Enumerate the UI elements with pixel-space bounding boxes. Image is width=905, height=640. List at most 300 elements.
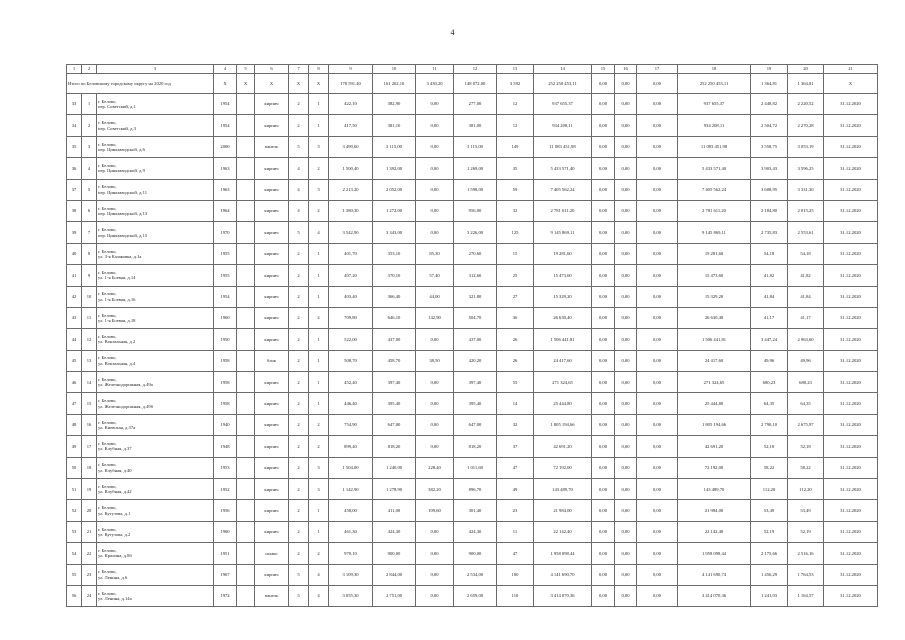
cell-wall: блок <box>255 350 289 371</box>
total-cell: X <box>289 74 309 94</box>
cell-en: 4 <box>309 564 329 585</box>
cell-n: 46 <box>67 372 82 393</box>
cell-f3: 0,00 <box>637 414 678 435</box>
cell-s: 21 984,00 <box>678 500 751 521</box>
cell-d: 504,70 <box>454 307 497 328</box>
cell-f1: 0,00 <box>592 222 615 243</box>
cell-u2: 1 764,53 <box>788 564 824 585</box>
cell-k: 7 <box>82 222 97 243</box>
total-cell: X <box>237 74 255 94</box>
cell-s: 26 630,40 <box>678 307 751 328</box>
cell-f2: 0,00 <box>615 436 637 457</box>
cell-n: 50 <box>67 457 82 478</box>
cell-a: 1 504,00 <box>329 457 373 478</box>
cell-k: 11 <box>82 307 97 328</box>
cell-k: 4 <box>82 158 97 179</box>
cell-b: 2 052,00 <box>373 179 416 200</box>
cell-d: 900,00 <box>454 543 497 564</box>
table-row <box>67 265 878 286</box>
cell-u1: 3 903,43 <box>751 158 788 179</box>
address-street: пер. Цинкзаводской, д.11 <box>98 189 147 195</box>
cell-en: 4 <box>309 222 329 243</box>
cell-u2: 3 596,25 <box>788 158 824 179</box>
cell-s: 15 329,20 <box>678 286 751 307</box>
cell-c: 0,00 <box>416 94 454 115</box>
empty-cell <box>237 372 255 393</box>
address-street: ул. 1-я Боевая, д.16 <box>98 296 136 302</box>
cell-f1: 0,00 <box>592 136 615 157</box>
cell-p: 36 <box>497 307 534 328</box>
cell-en: 1 <box>309 372 329 393</box>
cell-k: 18 <box>82 457 97 478</box>
cell-s: 3 414 070,36 <box>678 585 751 606</box>
cell-fl: 2 <box>289 393 309 414</box>
cell-d: 397,40 <box>454 372 497 393</box>
cell-en: 1 <box>309 350 329 371</box>
cell-a: 458,00 <box>329 500 373 521</box>
cell-dt: 31.12.2020 <box>824 436 878 457</box>
address-cell <box>97 329 214 350</box>
cell-fl: 2 <box>289 286 309 307</box>
cell-n: 42 <box>67 286 82 307</box>
column-number-row <box>67 65 878 74</box>
cell-fl: 2 <box>289 436 309 457</box>
cell-d: 3 115,00 <box>454 136 497 157</box>
cell-a: 1 380,30 <box>329 200 373 221</box>
total-cell: 0,00 <box>615 74 637 94</box>
cell-d: 1 598,00 <box>454 179 497 200</box>
cell-s: 72 192,00 <box>678 457 751 478</box>
empty-cell <box>237 179 255 200</box>
cell-k: 15 <box>82 393 97 414</box>
column-number-cell: 21 <box>824 65 878 74</box>
cell-c: 0,00 <box>416 372 454 393</box>
cell-year: 1951 <box>214 543 237 564</box>
cell-wall: кирпич <box>255 179 289 200</box>
cell-b: 382,90 <box>373 94 416 115</box>
cell-year: 1970 <box>214 222 237 243</box>
table-row <box>67 307 878 328</box>
address-city: г. Белово, <box>98 98 117 104</box>
total-cell: 3 592 <box>497 74 534 94</box>
address-street: ул. Железнодорожная, д.49а <box>98 382 153 388</box>
cell-c: 44,00 <box>416 286 454 307</box>
address-city: г. Белово, <box>98 334 117 340</box>
cell-fl: 2 <box>289 457 309 478</box>
cell-year: 1960 <box>214 521 237 542</box>
cell-f2: 0,00 <box>615 243 637 264</box>
cell-fl: 5 <box>289 136 309 157</box>
cell-t: 271 324,65 <box>534 372 592 393</box>
cell-n: 56 <box>67 585 82 606</box>
cell-dt: 31.12.2020 <box>824 585 878 606</box>
column-number-cell: 3 <box>97 65 214 74</box>
empty-cell <box>237 457 255 478</box>
cell-p: 32 <box>497 414 534 435</box>
cell-t: 3 414 070,36 <box>534 585 592 606</box>
cell-f2: 0,00 <box>615 136 637 157</box>
cell-n: 34 <box>67 115 82 136</box>
cell-b: 818,20 <box>373 436 416 457</box>
address-cell <box>97 372 214 393</box>
cell-t: 9 145 869,11 <box>534 222 592 243</box>
table-row <box>67 243 878 264</box>
cell-k: 10 <box>82 286 97 307</box>
empty-cell <box>237 350 255 371</box>
cell-fl: 4 <box>289 179 309 200</box>
cell-b: 353,10 <box>373 243 416 264</box>
cell-f3: 0,00 <box>637 479 678 500</box>
cell-f3: 0,00 <box>637 436 678 457</box>
cell-fl: 5 <box>289 585 309 606</box>
cell-f2: 0,00 <box>615 94 637 115</box>
cell-wall: кирпич <box>255 564 289 585</box>
cell-p: 27 <box>497 286 534 307</box>
cell-n: 36 <box>67 158 82 179</box>
cell-en: 3 <box>309 136 329 157</box>
cell-a: 407,20 <box>329 265 373 286</box>
table-row <box>67 564 878 585</box>
cell-u2: 2 015,25 <box>788 200 824 221</box>
cell-k: 5 <box>82 179 97 200</box>
cell-u1: 2 735,83 <box>751 222 788 243</box>
cell-year: 1948 <box>214 436 237 457</box>
address-city: г. Белово, <box>98 227 117 233</box>
cell-t: 24 417,60 <box>534 350 592 371</box>
cell-t: 42 691,20 <box>534 436 592 457</box>
cell-fl: 2 <box>289 307 309 328</box>
cell-fl: 2 <box>289 521 309 542</box>
address-street: ул. 1-я Боевая, д.14 <box>98 275 136 281</box>
cell-b: 411,00 <box>373 500 416 521</box>
total-cell: X <box>255 74 289 94</box>
cell-fl: 2 <box>289 94 309 115</box>
cell-f1: 0,00 <box>592 500 615 521</box>
cell-year: 1952 <box>214 479 237 500</box>
table-row <box>67 115 878 136</box>
cell-fl: 2 <box>289 479 309 500</box>
total-cell: 148 072,00 <box>454 74 497 94</box>
cell-a: 3 109,30 <box>329 564 373 585</box>
cell-u1: 2 790,10 <box>751 414 788 435</box>
empty-cell <box>237 222 255 243</box>
cell-k: 8 <box>82 243 97 264</box>
cell-s: 5 433 571,40 <box>678 158 751 179</box>
cell-year: 1950 <box>214 329 237 350</box>
cell-f3: 0,00 <box>637 158 678 179</box>
cell-b: 900,00 <box>373 543 416 564</box>
cell-u1: 2 504,72 <box>751 115 788 136</box>
cell-b: 437,00 <box>373 329 416 350</box>
table-row <box>67 179 878 200</box>
column-number-cell: 6 <box>255 65 289 74</box>
cell-wall: кирпич <box>255 414 289 435</box>
cell-n: 38 <box>67 200 82 221</box>
cell-d: 277,00 <box>454 94 497 115</box>
address-city: г. Белово, <box>98 376 117 382</box>
cell-f2: 0,00 <box>615 286 637 307</box>
cell-u2: 52,19 <box>788 521 824 542</box>
total-row <box>67 74 878 94</box>
cell-n: 41 <box>67 265 82 286</box>
cell-u1: 2 448,82 <box>751 94 788 115</box>
cell-f2: 0,00 <box>615 543 637 564</box>
cell-u2: 112,20 <box>788 479 824 500</box>
address-cell <box>97 585 214 606</box>
address-cell <box>97 521 214 542</box>
address-cell <box>97 243 214 264</box>
cell-dt: 31.12.2020 <box>824 414 878 435</box>
cell-year: 1972 <box>214 585 237 606</box>
column-number-cell: 15 <box>592 65 615 74</box>
cell-k: 13 <box>82 350 97 371</box>
total-cell: 178 591,40 <box>329 74 373 94</box>
cell-f3: 0,00 <box>637 457 678 478</box>
column-number-cell: 10 <box>373 65 416 74</box>
cell-t: 19 281,60 <box>534 243 592 264</box>
cell-u2: 53,49 <box>788 500 824 521</box>
address-city: г. Белово, <box>98 590 117 596</box>
total-cell: X <box>214 74 237 94</box>
address-street: ул. Ленина, д.14а <box>98 596 132 602</box>
cell-fl: 2 <box>289 265 309 286</box>
cell-dt: 31.12.2020 <box>824 457 878 478</box>
column-number-cell: 9 <box>329 65 373 74</box>
table-row <box>67 200 878 221</box>
table-row <box>67 329 878 350</box>
cell-f1: 0,00 <box>592 543 615 564</box>
cell-p: 25 <box>497 265 534 286</box>
cell-en: 3 <box>309 479 329 500</box>
cell-p: 12 <box>497 115 534 136</box>
cell-f2: 0,00 <box>615 115 637 136</box>
cell-p: 47 <box>497 543 534 564</box>
cell-dt: 31.12.2020 <box>824 243 878 264</box>
cell-en: 1 <box>309 265 329 286</box>
cell-c: 57,40 <box>416 265 454 286</box>
cell-wall: кирпич <box>255 200 289 221</box>
cell-dt: 31.12.2020 <box>824 521 878 542</box>
cell-c: 0,00 <box>416 136 454 157</box>
cell-t: 937 655,37 <box>534 94 592 115</box>
cell-u1: 49,96 <box>751 350 788 371</box>
page-number: 4 <box>450 28 455 37</box>
cell-s: 1 805 194,66 <box>678 414 751 435</box>
cell-d: 3 226,00 <box>454 222 497 243</box>
column-number-cell: 5 <box>237 65 255 74</box>
cell-a: 1 500,40 <box>329 158 373 179</box>
cell-c: 0,00 <box>416 158 454 179</box>
cell-fl: 5 <box>289 564 309 585</box>
cell-t: 21 984,00 <box>534 500 592 521</box>
cell-f2: 0,00 <box>615 222 637 243</box>
cell-f1: 0,00 <box>592 265 615 286</box>
empty-cell <box>237 115 255 136</box>
address-city: г. Белово, <box>98 248 117 254</box>
cell-b: 2 751,00 <box>373 585 416 606</box>
cell-f2: 0,00 <box>615 158 637 179</box>
cell-u1: 41,17 <box>751 307 788 328</box>
cell-en: 2 <box>309 543 329 564</box>
cell-n: 39 <box>67 222 82 243</box>
column-number-cell: 20 <box>788 65 824 74</box>
cell-year: 1967 <box>214 564 237 585</box>
cell-u2: 41,82 <box>788 265 824 286</box>
cell-en: 1 <box>309 500 329 521</box>
cell-f3: 0,00 <box>637 585 678 606</box>
cell-fl: 2 <box>289 500 309 521</box>
cell-t: 72 192,00 <box>534 457 592 478</box>
address-cell <box>97 136 214 157</box>
cell-b: 1 272,00 <box>373 200 416 221</box>
cell-b: 646,10 <box>373 307 416 328</box>
cell-dt: 31.12.2020 <box>824 265 878 286</box>
cell-a: 3 055,30 <box>329 585 373 606</box>
cell-t: 1 506 441,81 <box>534 329 592 350</box>
empty-cell <box>237 136 255 157</box>
cell-k: 2 <box>82 115 97 136</box>
cell-dt: 31.12.2020 <box>824 350 878 371</box>
cell-fl: 2 <box>289 243 309 264</box>
empty-cell <box>237 286 255 307</box>
cell-f2: 0,00 <box>615 265 637 286</box>
cell-t: 2 781 611,20 <box>534 200 592 221</box>
empty-cell <box>237 94 255 115</box>
cell-d: 2 534,00 <box>454 564 497 585</box>
cell-en: 2 <box>309 436 329 457</box>
cell-f2: 0,00 <box>615 179 637 200</box>
table-row <box>67 414 878 435</box>
cell-b: 3 115,00 <box>373 136 416 157</box>
cell-b: 424,30 <box>373 521 416 542</box>
empty-cell <box>237 543 255 564</box>
cell-f1: 0,00 <box>592 564 615 585</box>
cell-u2: 2 675,97 <box>788 414 824 435</box>
cell-s: 42 691,20 <box>678 436 751 457</box>
column-number-cell: 14 <box>534 65 592 74</box>
cell-k: 17 <box>82 436 97 457</box>
cell-f2: 0,00 <box>615 585 637 606</box>
cell-p: 15 <box>497 243 534 264</box>
cell-f1: 0,00 <box>592 585 615 606</box>
cell-d: 1 269,00 <box>454 158 497 179</box>
address-city: г. Белово, <box>98 355 117 361</box>
cell-a: 1 142,90 <box>329 479 373 500</box>
address-city: г. Белово, <box>98 483 117 489</box>
cell-f2: 0,00 <box>615 350 637 371</box>
cell-fl: 4 <box>289 200 309 221</box>
cell-b: 366,40 <box>373 286 416 307</box>
cell-n: 53 <box>67 521 82 542</box>
cell-c: 142,90 <box>416 307 454 328</box>
cell-u1: 2 184,80 <box>751 200 788 221</box>
cell-en: 3 <box>309 457 329 478</box>
address-city: г. Белово, <box>98 312 117 318</box>
cell-a: 3 499,60 <box>329 136 373 157</box>
cell-f2: 0,00 <box>615 521 637 542</box>
column-number-cell: 17 <box>637 65 678 74</box>
cell-u1: 54,18 <box>751 243 788 264</box>
cell-en: 1 <box>309 243 329 264</box>
cell-n: 55 <box>67 564 82 585</box>
cell-year: 2000 <box>214 136 237 157</box>
column-number-cell: 11 <box>416 65 454 74</box>
cell-b: 381,10 <box>373 115 416 136</box>
table-row <box>67 479 878 500</box>
cell-f3: 0,00 <box>637 243 678 264</box>
cell-f2: 0,00 <box>615 479 637 500</box>
cell-f3: 0,00 <box>637 521 678 542</box>
address-city: г. Белово, <box>98 569 117 575</box>
cell-f3: 0,00 <box>637 564 678 585</box>
cell-d: 420,20 <box>454 350 497 371</box>
cell-dt: 31.12.2020 <box>824 372 878 393</box>
cell-f3: 0,00 <box>637 115 678 136</box>
cell-d: 647,00 <box>454 414 497 435</box>
address-city: г. Белово, <box>98 419 117 425</box>
address-street: пер. Цинкзаводской, д.6 <box>98 146 145 152</box>
cell-f2: 0,00 <box>615 329 637 350</box>
cell-f2: 0,00 <box>615 414 637 435</box>
cell-fl: 4 <box>289 158 309 179</box>
cell-d: 381,00 <box>454 115 497 136</box>
total-cell: 1 364,81 <box>788 74 824 94</box>
table-row <box>67 94 878 115</box>
cell-f1: 0,00 <box>592 414 615 435</box>
cell-u2: 2 553,61 <box>788 222 824 243</box>
cell-b: 1 278,90 <box>373 479 416 500</box>
cell-dt: 31.12.2020 <box>824 94 878 115</box>
cell-a: 422,10 <box>329 94 373 115</box>
cell-wall: панель <box>255 136 289 157</box>
cell-dt: 31.12.2020 <box>824 564 878 585</box>
cell-f3: 0,00 <box>637 350 678 371</box>
empty-cell <box>237 200 255 221</box>
cell-u2: 64,35 <box>788 393 824 414</box>
cell-f3: 0,00 <box>637 200 678 221</box>
total-cell: 3 430,20 <box>416 74 454 94</box>
cell-s: 7 405 562,24 <box>678 179 751 200</box>
cell-f2: 0,00 <box>615 372 637 393</box>
cell-en: 4 <box>309 585 329 606</box>
cell-k: 24 <box>82 585 97 606</box>
cell-a: 403,40 <box>329 286 373 307</box>
table-row <box>67 457 878 478</box>
cell-t: 15 329,20 <box>534 286 592 307</box>
cell-a: 446,40 <box>329 393 373 414</box>
cell-p: 110 <box>497 585 534 606</box>
empty-cell <box>237 393 255 414</box>
address-city: г. Белово, <box>98 462 117 468</box>
cell-f1: 0,00 <box>592 393 615 414</box>
cell-n: 49 <box>67 436 82 457</box>
cell-n: 40 <box>67 243 82 264</box>
address-street: пер. Цинкзаводской, д.9 <box>98 168 145 174</box>
cell-f3: 0,00 <box>637 136 678 157</box>
cell-b: 397,40 <box>373 372 416 393</box>
cell-d: 424,30 <box>454 521 497 542</box>
address-cell <box>97 286 214 307</box>
cell-year: 1958 <box>214 393 237 414</box>
total-cell: X <box>309 74 329 94</box>
column-number-cell: 2 <box>82 65 97 74</box>
cell-f1: 0,00 <box>592 436 615 457</box>
cell-n: 52 <box>67 500 82 521</box>
cell-f3: 0,00 <box>637 222 678 243</box>
cell-p: 37 <box>497 436 534 457</box>
cell-u2: 2 220,52 <box>788 94 824 115</box>
address-street: ул. Вокзальная, д.4 <box>98 360 136 366</box>
